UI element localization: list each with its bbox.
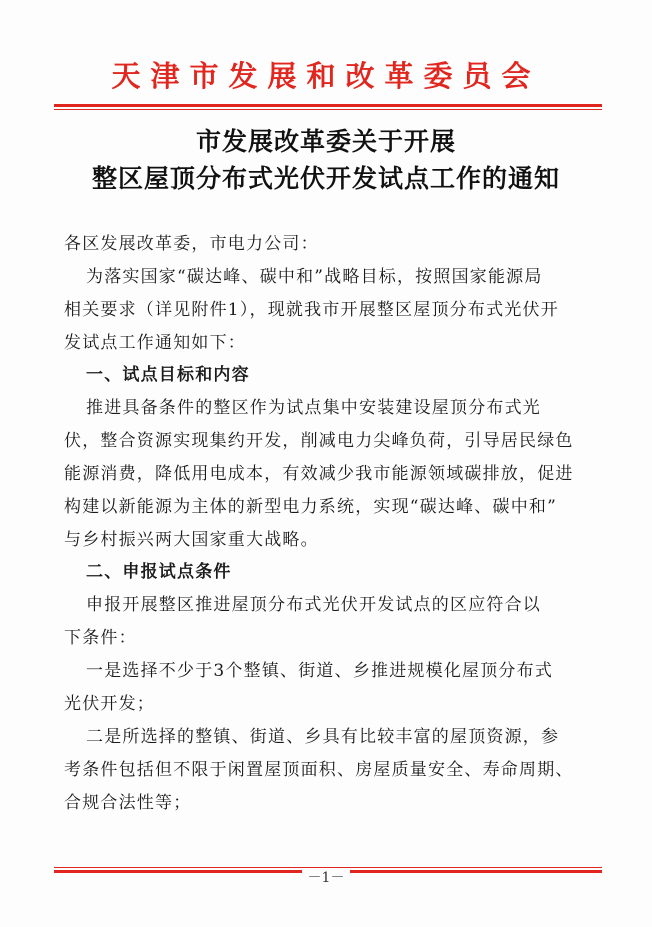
org-header-title: 天津市发展和改革委员会 xyxy=(111,59,541,93)
header-rule-thin xyxy=(54,109,602,110)
paragraph-intro-line-1: 为落实国家“碳达峰、碳中和”战略目标，按照国家能源局 xyxy=(86,267,543,287)
salutation: 各区发展改革委，市电力公司： xyxy=(64,234,319,254)
condition2-line-1: 二是所选择的整镇、街道、乡具有比较丰富的屋顶资源，参 xyxy=(86,727,560,747)
section1-line-3: 能源消费，降低用电成本，有效减少我市能源领域碳排放，促进 xyxy=(64,464,574,484)
document-title-line-2: 整区屋顶分布式光伏开发试点工作的通知 xyxy=(91,164,560,193)
condition2-line-3: 合规合法性等； xyxy=(64,793,192,813)
condition1-line-2: 光伏开发； xyxy=(64,694,155,714)
condition2-line-2: 考条件包括但不限于闲置屋顶面积、房屋质量安全、寿命周期、 xyxy=(64,760,574,780)
section1-line-2: 伏，整合资源实现集约开发，削减电力尖峰负荷，引导居民绿色 xyxy=(64,431,574,451)
document-title-line-1: 市发展改革委关于开展 xyxy=(195,127,456,156)
section1-line-1: 推进具备条件的整区作为试点集中安装建设屋顶分布式光 xyxy=(86,398,541,418)
section2-line-1: 申报开展整区推进屋顶分布式光伏开发试点的区应符合以 xyxy=(86,595,541,615)
section2-line-2: 下条件： xyxy=(64,628,137,648)
page-number: －1－ xyxy=(302,870,351,886)
condition1-line-1: 一是选择不少于3个整镇、街道、乡推进规模化屋顶分布式 xyxy=(86,661,554,681)
paragraph-intro-line-3: 发试点工作通知如下： xyxy=(64,333,246,353)
section1-line-4: 构建以新能源为主体的新型电力系统，实现“碳达峰、碳中和” xyxy=(64,497,557,517)
header-rule-thick xyxy=(54,104,602,107)
section-heading-1: 一、试点目标和内容 xyxy=(86,365,250,385)
page-number-container xyxy=(0,868,652,888)
section-heading-2: 二、申报试点条件 xyxy=(86,562,232,582)
section1-line-5: 与乡村振兴两大国家重大战略。 xyxy=(64,530,319,550)
paragraph-intro-line-2: 相关要求（详见附件1），现就我市开展整区屋顶分布式光伏开 xyxy=(64,300,559,320)
